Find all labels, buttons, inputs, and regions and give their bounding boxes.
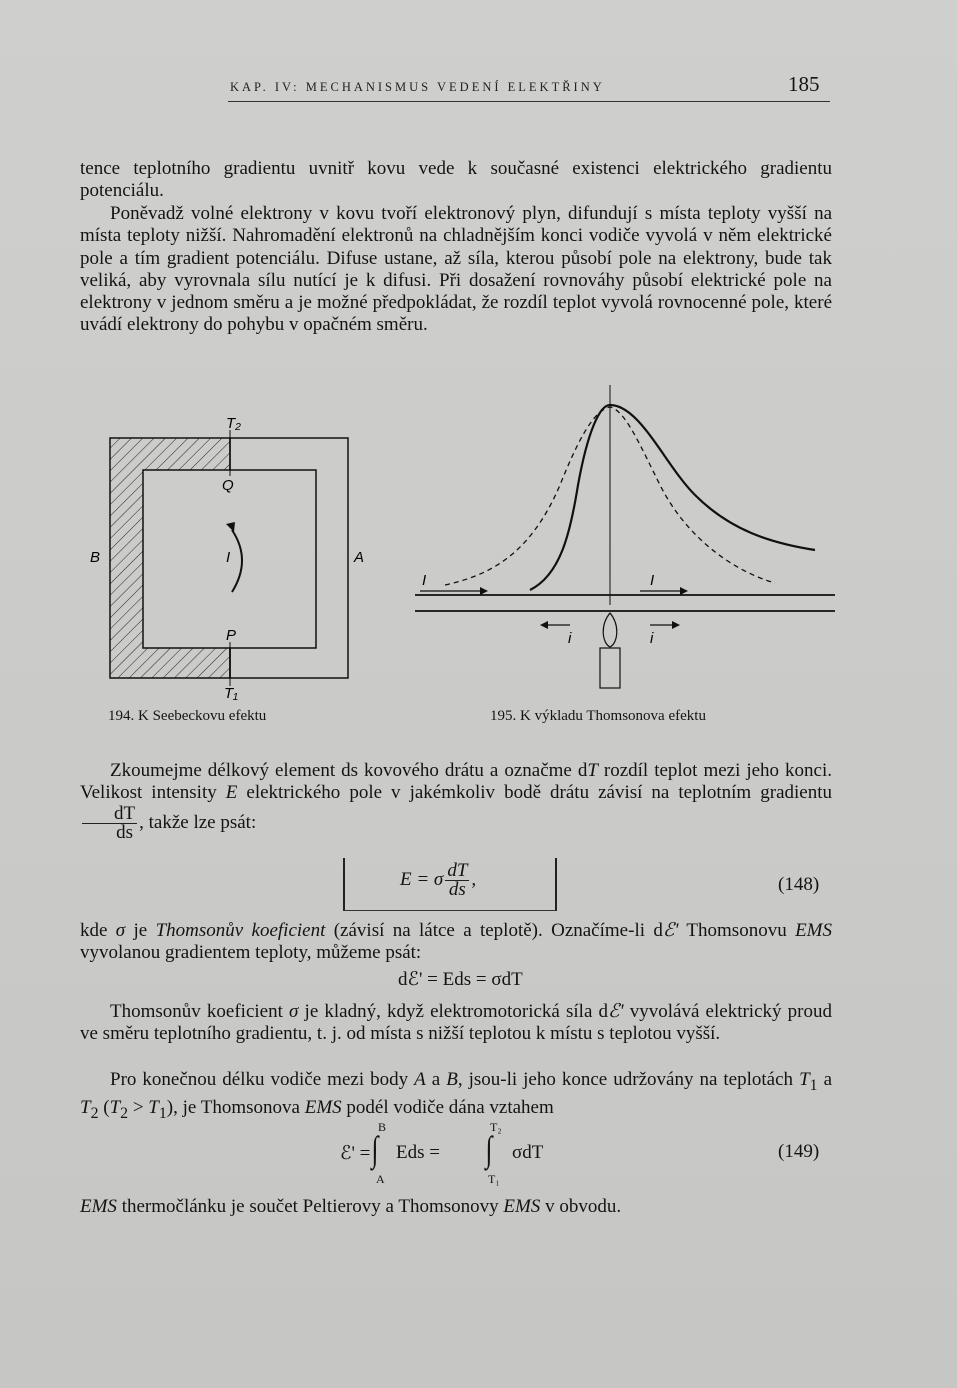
current-arrow (232, 530, 242, 592)
paragraph-3: Zkoumejme délkový element ds kovového drátu a označme dT rozdíl teplot mezi jeho konci. Velikost intensity E elektrického pole v jakémkoliv bodě drátu závisí na teplotním gradientu $\frac{dT}{ds}$ , takže lze psát: (80, 760, 833, 843)
caption-figure-195: 195. K výkladu Thomsonova efektu (490, 708, 706, 724)
gradient-fraction: $\frac{dT}{ds}$ (82, 805, 137, 842)
equation-149-number: (149) (778, 1141, 820, 1162)
equation-148-number: (148) (778, 874, 820, 895)
header-rule (228, 101, 830, 102)
figure-194-seebeck (80, 410, 400, 710)
figure-195-thomson (410, 385, 840, 695)
paragraph-2: Poněvadž volné elektrony v kovu tvoří elektronový plyn, difundují s místa teploty vyšší na místa teploty nižší. Nahromadění elektronů na chladnějším konci vodiče vyvolá v něm elektrické pole a tím gradient potenciálu. Difuse ustane, až síla, kterou působí pole na elektrony, bude tak veliká, aby vyrovnala sílu nutící je k difusi. Při dosažení rovnováhy působí elektrické pole na elektrony v jednom směru a je možné předpokládat, že rozdíl teplot vyvolá rovnocenné pole, které uvádí elektrony do pohybu v opačném směru. (80, 203, 832, 336)
flame-icon (603, 613, 617, 647)
caption-figure-194: 194. K Seebeckovu efektu (108, 708, 267, 724)
paragraph-5: Thomsonův koeficient σ je kladný, když elektromotorická síla dℰ' vyvolává elektrický proud ve směru teplotního gradientu, t. j. od místa s nižší teplotou k místu s teplotou vyšší. (80, 1001, 832, 1045)
paragraph-7: EMS thermočlánku je součet Peltierovy a Thomsonovy EMS v obvodu. (80, 1196, 622, 1217)
label-t1: T₁ (224, 685, 238, 702)
label-a: A (354, 549, 365, 566)
label-current-right: I (650, 572, 655, 589)
page-number: 185 (788, 72, 820, 96)
candle-icon (600, 648, 620, 688)
label-i: I (226, 549, 231, 566)
paragraph-1: tence teplotního gradientu uvnitř kovu vede k současné existenci elektrického gradientu potenciálu. (80, 158, 832, 202)
label-i-left: i (568, 630, 572, 647)
plain-conductor (230, 438, 348, 678)
paragraph-4: kde σ je Thomsonův koeficient (závisí na látce a teplotě). Označíme-li dℰ' Thomsonovu EMS vyvolanou gradientem teploty, můžeme psát: (80, 920, 832, 964)
temperature-curve-solid (530, 405, 815, 590)
label-i-right: i (650, 630, 654, 647)
equation-differential-emf: dℰ' = Eds = σdT (398, 969, 523, 990)
label-q: Q (222, 477, 234, 494)
running-head: KAP. IV: MECHANISMUS VEDENÍ ELEKTŘINY (230, 80, 605, 94)
label-current-left: I (422, 572, 427, 589)
paragraph-6: Pro konečnou délku vodiče mezi body A a B, jsou-li jeho konce udržovány na teplotách $T_1$ a $T_2$ $(T_2 > T_1)$, je Thomsonova EMS podél vodiče dána vztahem (80, 1069, 833, 1122)
equation-149: ℰ' = B ∫ A Eds = T₂ ∫ T₁ σdT (340, 1120, 544, 1186)
label-t2: T₂ (226, 415, 241, 432)
label-b: B (90, 549, 101, 566)
hatched-conductor (110, 438, 230, 678)
label-p: P (226, 627, 237, 644)
equation-148: E = σ $\frac{dT}{ds}$ , (400, 860, 477, 900)
